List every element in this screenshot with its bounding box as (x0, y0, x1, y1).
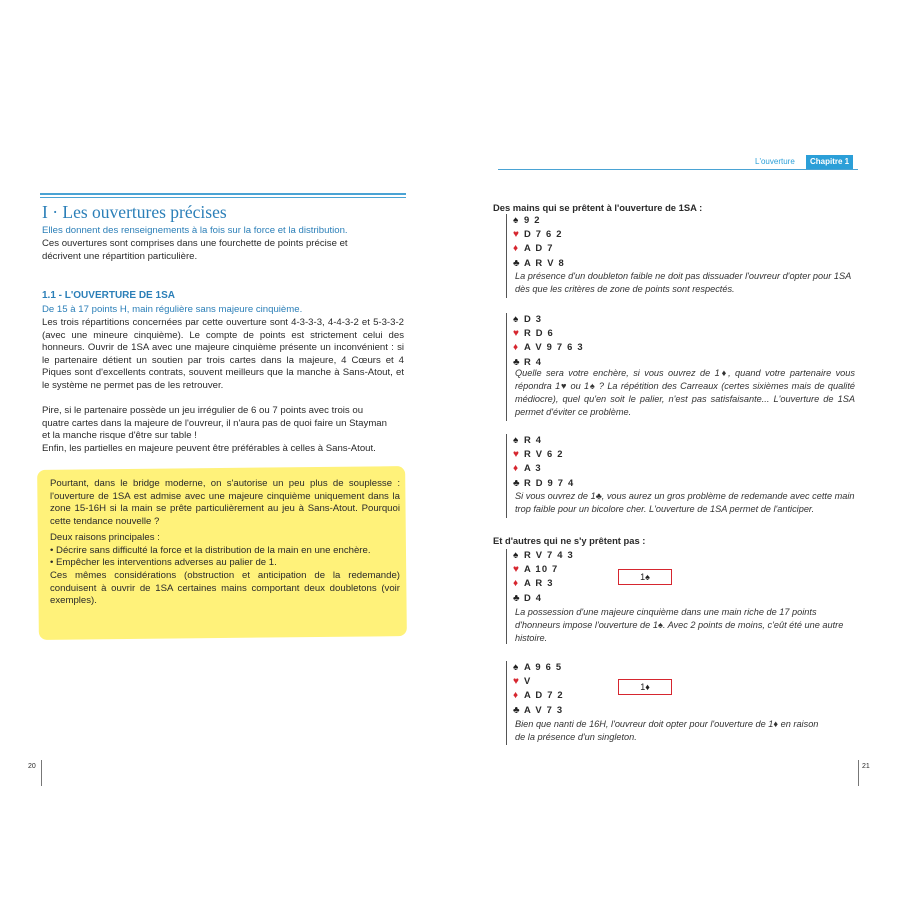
hand-3-clubs: ♣ R D 9 7 4 (513, 476, 575, 489)
section-subheading: 1.1 - L'OUVERTURE DE 1SA (42, 290, 175, 301)
diamond-icon: ♦ (513, 690, 519, 702)
hand-5 (513, 660, 564, 717)
hand-4-bar (506, 549, 507, 644)
box-paragraph-3: Ces mêmes considérations (obstruction et anticipation de la redemande) conduisent à ouvrir de 1SA certaines mains comportant deux doubletons (voir exemples). (50, 570, 400, 607)
club-icon: ♣ (513, 477, 520, 489)
hand-5-hearts: ♥ V (513, 675, 532, 688)
intro-body: Ces ouvertures sont comprises dans une fourchette de points précise et décrivent une répartition particulière. (42, 238, 348, 262)
body-paragraph-1: Les trois répartitions concernées par cette ouverture sont 4-3-3-3, 4-4-3-2 et 5-3-3-2 (avec une mineure cinquième). Le compte de points est strictement celui des honneurs. Ouvrir de 1SA avec une majeure cinquième présente un inconvénient : si le partenaire détient un soutien par trois cartes dans la majeure, 4 Cœurs et 4 Piques sont d'excellents contrats, souvent meilleurs que la manche à Sans-Atout, et le système ne permet pas de les retrouver. (42, 317, 404, 391)
header-section: L'ouverture (755, 157, 795, 166)
heart-icon: ♥ (513, 328, 519, 340)
hand-2-bar (506, 313, 507, 421)
hand-1-note: La présence d'un doubleton faible ne doit pas dissuader l'ouvreur d'opter pour 1SA dès que les critères de zone de points sont respectés. (515, 271, 851, 294)
heart-icon: ♥ (513, 564, 519, 576)
hand-3-diamonds: ♦ A 3 (513, 462, 542, 475)
heart-icon: ♥ (513, 676, 519, 688)
header-rule (498, 169, 858, 170)
hand-2-clubs: ♣ R 4 (513, 355, 543, 368)
hand-5-spades: ♠ A 9 6 5 (513, 661, 563, 673)
hand-2-spades: ♠ D 3 (513, 313, 543, 325)
spade-icon: ♠ (513, 215, 519, 226)
body-paragraph-2: Pire, si le partenaire possède un jeu irrégulier de 6 ou 7 points avec trois ou quatre cartes dans la majeure de l'ouvreur, il n'aura pas de quoi faire un Stayman et la manche risque d'être sur table ! (42, 405, 387, 442)
box-paragraph-2: Deux raisons principales : (50, 532, 160, 543)
club-icon: ♣ (513, 592, 520, 604)
spade-icon: ♠ (513, 314, 519, 325)
spade-icon: ♠ (513, 662, 519, 673)
box-bullet-1: • Décrire sans difficulté la force et la distribution de la main en une enchère. (50, 545, 371, 556)
hand-5-diamonds: ♦ A D 7 2 (513, 689, 564, 702)
page-number-left-bar (41, 760, 42, 786)
club-icon: ♣ (513, 257, 520, 269)
page-number-right-bar (858, 760, 859, 786)
club-icon: ♣ (513, 356, 520, 368)
box-bullet-2: • Empêcher les interventions adverses au palier de 1. (50, 557, 277, 568)
hand-3-bar (506, 434, 507, 518)
page-number-left: 20 (28, 763, 36, 770)
hand-3-spades: ♠ R 4 (513, 434, 543, 446)
hand-3-note: Si vous ouvrez de 1♣, vous aurez un gros problème de redemande avec cette main trop faible pour un bicolore cher. L'ouverture de 1SA permet de l'anticiper. (515, 491, 855, 514)
hand-1-clubs: ♣ A R V 8 (513, 256, 565, 269)
club-icon: ♣ (513, 704, 520, 716)
hand-1-diamonds: ♦ A D 7 (513, 242, 554, 255)
section-lead: De 15 à 17 points H, main régulière sans majeure cinquième. (42, 304, 303, 315)
hand-3 (513, 433, 574, 490)
intro-lead: Elles donnent des renseignements à la fois sur la force et la distribution. (42, 225, 348, 236)
page-title: I · Les ouvertures précises (42, 202, 227, 222)
spade-icon: ♠ (513, 435, 519, 446)
hand-2 (513, 312, 584, 369)
header-chapter-badge: Chapitre 1 (806, 155, 853, 169)
title-rule-top (40, 193, 406, 195)
hand-2-note: Quelle sera votre enchère, si vous ouvrez de 1♦, quand votre partenaire vous répondra 1♥ ou 1♠ ? La répétition des Carreaux (certes sixièmes mais de qualité médiocre), quel qu'en soit le palier, n'est pas satisfaisante... L'ouverture de 1SA permet d'éviter ce problème. (515, 368, 855, 417)
diamond-icon: ♦ (513, 243, 519, 255)
hand-4-clubs: ♣ D 4 (513, 591, 543, 604)
heading-suitable-hands: Des mains qui se prêtent à l'ouverture de 1SA : (493, 202, 703, 213)
box-paragraph-1: Pourtant, dans le bridge moderne, on s'autorise un peu plus de souplesse : l'ouverture de 1SA est admise avec une majeure cinquième uniquement dans la zone 15-16H si la main se prête particulièrement au jeu à Sans-Atout. Pourquoi cette tendance nouvelle ? (50, 478, 400, 527)
hand-4-bid-box: 1♠ (618, 569, 672, 585)
hand-5-note: Bien que nanti de 16H, l'ouvreur doit opter pour l'ouverture de 1♦ en raison de la présence d'un singleton. (515, 719, 819, 742)
hand-4-spades: ♠ R V 7 4 3 (513, 549, 574, 561)
hand-5-bar (506, 661, 507, 745)
hand-1-spades: ♠ 9 2 (513, 214, 541, 226)
hand-1 (513, 213, 565, 270)
hand-4-note: La possession d'une majeure cinquième dans une main riche de 17 points d'honneurs impose l'ouverture de 1♠. Avec 2 points de moins, c'eût été une autre histoire. (515, 607, 844, 643)
hand-2-hearts: ♥ R D 6 (513, 327, 554, 340)
hand-4-hearts: ♥ A 10 7 (513, 563, 559, 576)
hand-2-diamonds: ♦ A V 9 7 6 3 (513, 341, 584, 354)
hand-5-clubs: ♣ A V 7 3 (513, 703, 564, 716)
hand-1-bar (506, 214, 507, 298)
diamond-icon: ♦ (513, 342, 519, 354)
diamond-icon: ♦ (513, 463, 519, 475)
page-number-right: 21 (862, 763, 870, 770)
hand-4-diamonds: ♦ A R 3 (513, 577, 554, 590)
title-rule-bottom (40, 197, 406, 198)
body-paragraph-3: Enfin, les partielles en majeure peuvent être préférables à celles à Sans-Atout. (42, 443, 376, 454)
spade-icon: ♠ (513, 550, 519, 561)
hand-1-hearts: ♥ D 7 6 2 (513, 228, 563, 241)
diamond-icon: ♦ (513, 578, 519, 590)
hand-5-bid-box: 1♦ (618, 679, 672, 695)
heading-unsuitable-hands: Et d'autres qui ne s'y prêtent pas : (493, 535, 646, 546)
hand-4 (513, 548, 574, 605)
hand-3-hearts: ♥ R V 6 2 (513, 448, 564, 461)
heart-icon: ♥ (513, 229, 519, 241)
heart-icon: ♥ (513, 449, 519, 461)
running-header (740, 154, 858, 170)
